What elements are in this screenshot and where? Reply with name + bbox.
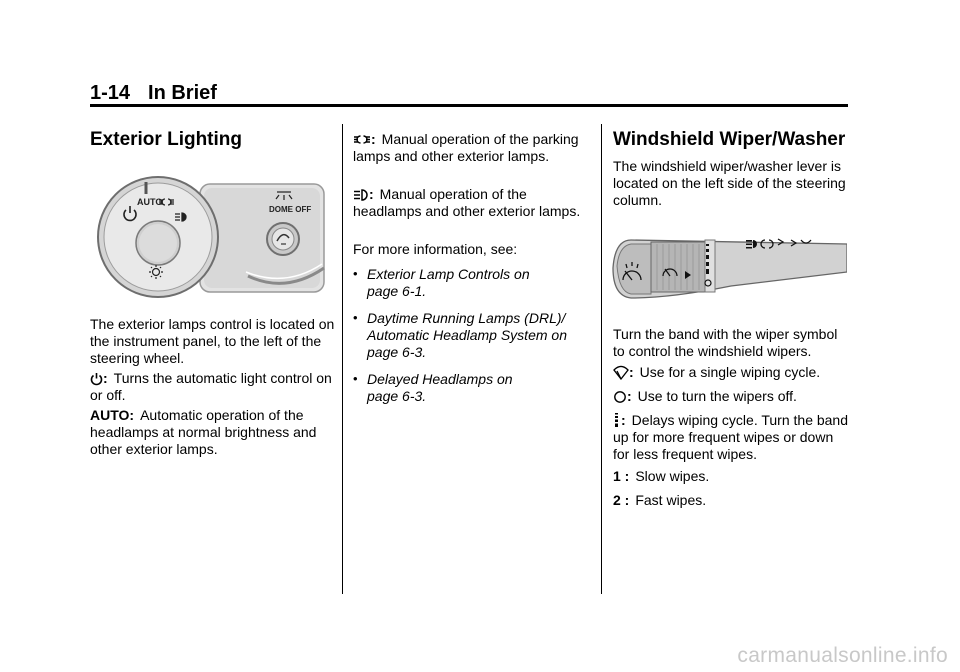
more-info-text: For more information, see:: [353, 241, 518, 257]
page-header: [90, 82, 217, 105]
off-item: [613, 388, 849, 405]
delay-item-text: Delays wiping cycle. Turn the band up for more frequent wipes or down for less frequent wipes.: [613, 412, 849, 462]
power-item-sep: :: [103, 370, 108, 386]
headlamp-switch-illustration: [96, 172, 328, 302]
auto-item-text: Automatic operation of the headlamps at normal brightness and other exterior lamps.: [90, 407, 317, 457]
column-divider-2: [601, 124, 602, 594]
slow-item-label: 1 :: [613, 468, 630, 484]
power-item: [90, 370, 336, 404]
slow-item: [613, 468, 849, 485]
power-item-text: Turns the automatic light control on or off.: [90, 370, 332, 403]
wiper-off-icon: [613, 390, 627, 404]
headlamp-item-sep: :: [369, 186, 374, 202]
parking-lamp-icon: [353, 133, 371, 147]
headlamp-item: [353, 186, 591, 220]
mist-item-sep: :: [629, 364, 634, 380]
off-item-sep: :: [627, 388, 632, 404]
off-item-text: Use to turn the wipers off.: [637, 388, 797, 404]
wiper-delay-icon: [613, 412, 621, 428]
exterior-lighting-heading: Exterior Lighting: [90, 129, 242, 150]
fast-item-label: 2 :: [613, 492, 630, 508]
watermark: carmanualsonline.info: [737, 644, 948, 667]
parking-lamp-item: [353, 131, 591, 165]
dome-off-label: DOME OFF: [269, 205, 312, 214]
auto-label: AUTO: [137, 197, 163, 207]
auto-item-label: AUTO:: [90, 407, 135, 423]
reference-link-exterior-lamp-controls[interactable]: • Exterior Lamp Controls on page 6-1.: [353, 266, 530, 299]
headlamp-item-text: Manual operation of the headlamps and other exterior lamps.: [353, 186, 581, 219]
mist-item-text: Use for a single wiping cycle.: [639, 364, 821, 380]
reference-link-delayed-headlamps[interactable]: • Delayed Headlamps on page 6-3.: [353, 371, 513, 404]
auto-item: [90, 407, 336, 458]
wiper-intro: The windshield wiper/washer lever is located on the left side of the steering column.: [613, 158, 846, 208]
parking-lamp-item-text: Manual operation of the parking lamps and other exterior lamps.: [353, 131, 579, 164]
delay-item-sep: :: [621, 412, 626, 428]
mist-item: [613, 364, 849, 381]
reference-list: [353, 266, 591, 415]
fast-item: [613, 492, 849, 509]
wiper-lever-illustration: [611, 228, 847, 308]
power-icon: [90, 372, 103, 386]
slow-item-text: Slow wipes.: [635, 468, 710, 484]
wiper-mist-icon: [613, 364, 629, 380]
fast-item-text: Fast wipes.: [635, 492, 707, 508]
header-rule: [90, 104, 848, 107]
wiper-band-instruction: Turn the band with the wiper symbol to control the windshield wipers.: [613, 326, 838, 359]
delay-item: [613, 412, 849, 463]
column-divider-1: [342, 124, 343, 594]
headlamp-icon: [353, 188, 369, 202]
parking-lamp-item-sep: :: [371, 131, 376, 147]
section-title: In Brief: [148, 82, 217, 104]
lighting-intro: The exterior lamps control is located on the instrument panel, to the left of the steering wheel.: [90, 316, 335, 366]
reference-link-daytime-running-lamps[interactable]: • Daytime Running Lamps (DRL)/ Automatic Headlamp System on page 6-3.: [353, 310, 567, 360]
windshield-wiper-heading: Windshield Wiper/Washer: [613, 129, 846, 150]
page-number: 1-14: [90, 82, 131, 104]
